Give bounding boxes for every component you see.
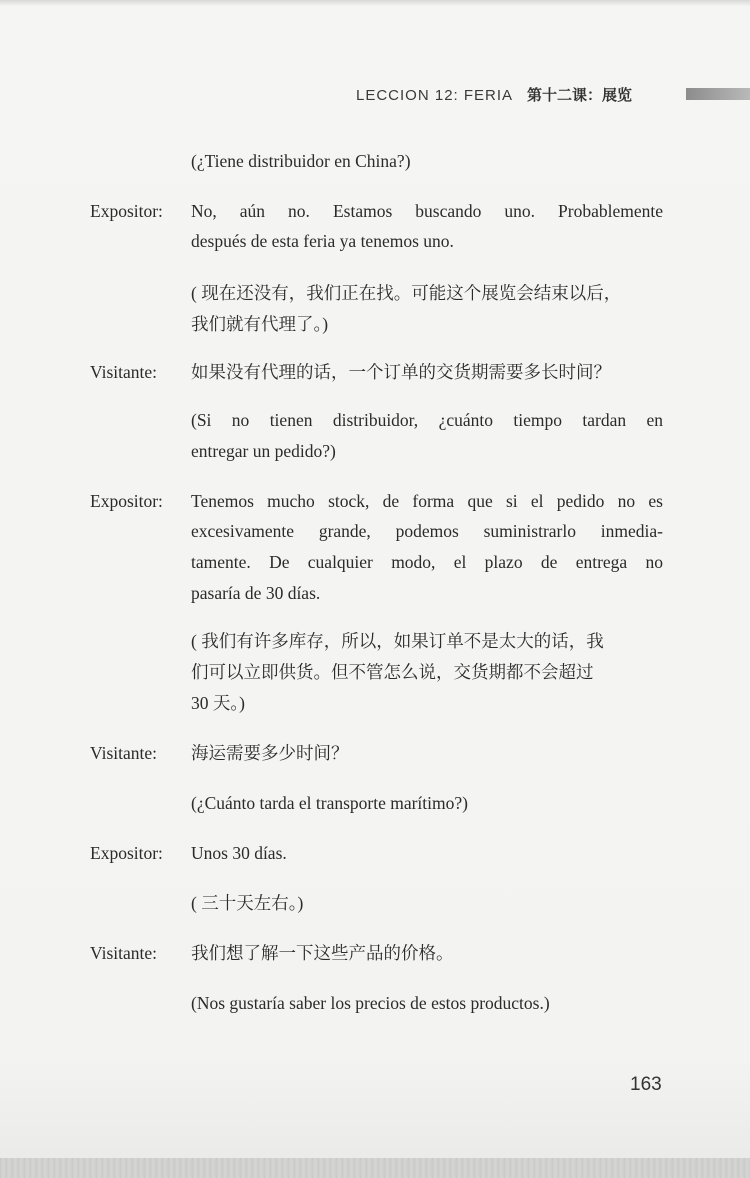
page-number: 163 — [630, 1074, 662, 1095]
header-tab-bar — [686, 88, 750, 100]
dialogue-line: 我们想了解一下这些产品的价格。 — [191, 943, 454, 963]
dialogue-line: 我们就有代理了。) — [191, 314, 329, 334]
dialogue-line: 30 天。) — [191, 693, 245, 713]
speaker-label: Visitante: — [90, 743, 157, 763]
dialogue-line: (¿Tiene distribuidor en China?) — [191, 151, 411, 171]
speaker-label: Visitante: — [90, 943, 157, 963]
header-lesson-cn: 第十二课：展览 — [527, 87, 633, 104]
dialogue-line: (Si no tienen distribuidor, ¿cuánto tiempo tardan en — [191, 410, 663, 430]
dialogue-line: (Nos gustaría saber los precios de estos productos.) — [191, 993, 550, 1013]
page-top-edge — [0, 0, 750, 6]
dialogue-line: ( 我们有许多库存，所以，如果订单不是太大的话，我 — [191, 631, 604, 651]
dialogue-line: 海运需要多少时间？ — [191, 743, 349, 763]
speaker-label: Expositor: — [90, 491, 163, 511]
speaker-label: Visitante: — [90, 362, 157, 382]
dialogue-line: entregar un pedido?) — [191, 441, 336, 461]
dialogue-line: 们可以立即供货。但不管怎么说，交货期都不会超过 — [191, 662, 594, 682]
header-lesson: LECCION 12: FERIA — [356, 87, 514, 104]
dialogue-line: No, aún no. Estamos buscando uno. Probablemente — [191, 201, 663, 221]
dialogue-line: ( 现在还没有，我们正在找。可能这个展览会结束以后， — [191, 283, 622, 303]
dialogue-line: Unos 30 días. — [191, 843, 287, 863]
speaker-label: Expositor: — [90, 843, 163, 863]
dialogue-line: 如果没有代理的话，一个订单的交货期需要多长时间？ — [191, 362, 611, 382]
dialogue-line: después de esta feria ya tenemos uno. — [191, 231, 454, 251]
dialogue-line: tamente. De cualquier modo, el plazo de entrega no — [191, 552, 663, 572]
dialogue-line: pasaría de 30 días. — [191, 583, 321, 603]
dialogue-line: excesivamente grande, podemos suministrarlo inmedia- — [191, 521, 663, 541]
dialogue-line: Tenemos mucho stock, de forma que si el pedido no es — [191, 491, 663, 511]
running-header — [356, 84, 632, 106]
dialogue-line: ( 三十天左右。) — [191, 893, 304, 913]
dialogue-line: (¿Cuánto tarda el transporte marítimo?) — [191, 793, 468, 813]
speaker-label: Expositor: — [90, 201, 163, 221]
page-bottom-edge — [0, 1158, 750, 1178]
